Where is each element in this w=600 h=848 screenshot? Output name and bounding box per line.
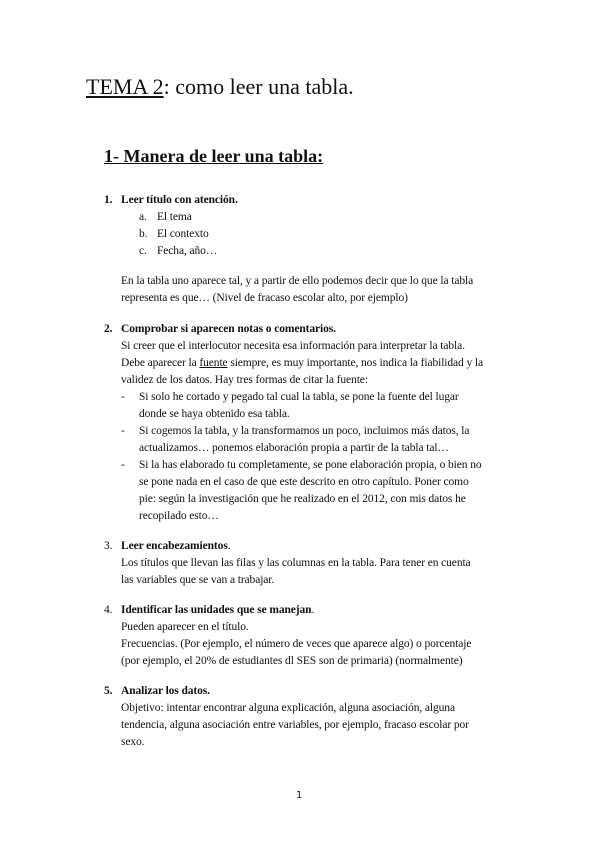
s2-line-end: siempre, es muy importante, nos indica la fiabilidad y la [227, 357, 484, 369]
bullet-line: se pone nada en el caso de que este descrito en otro capítulo. Poner como [139, 476, 469, 488]
s2-line-start: Debe aparecer la [121, 357, 200, 369]
s5-number: 5. [104, 685, 113, 697]
bullet-line: pie: según la investigación que he realizado en el 2012, con mis datos he [139, 493, 466, 505]
bullet-line: Si la has elaborado tu completamente, se pone elaboración propia, o bien no [139, 459, 482, 471]
dash-bullet: - [121, 459, 125, 471]
s1-item-marker: b. [139, 228, 148, 240]
s1-number: 1. [104, 194, 113, 206]
s5-line: sexo. [121, 736, 145, 748]
bullet-line: actualizamos… ponemos elaboración propia a partir de la tabla tal… [139, 442, 449, 454]
s2-line [121, 356, 483, 371]
title-rest: : como leer una tabla. [163, 74, 354, 99]
s1-paragraph-line: representa es que… (Nivel de fracaso escolar alto, por ejemplo) [121, 292, 408, 304]
s2-heading: Comprobar si aparecen notas o comentarios. [121, 323, 336, 335]
s4-line: Pueden aparecer en el título. [121, 621, 249, 633]
section-subtitle: 1- Manera de leer una tabla: [104, 146, 324, 166]
s3-heading-row [121, 539, 230, 554]
s1-item-text: El contexto [157, 228, 209, 240]
s5-heading: Analizar los datos. [121, 685, 210, 697]
s2-line: Si creer que el interlocutor necesita esa información para interpretar la tabla. [121, 340, 465, 352]
s4-heading: Identificar las unidades que se manejan [121, 604, 312, 616]
dash-bullet: - [121, 425, 125, 437]
s4-period: . [311, 604, 315, 616]
s5-line: tendencia, alguna asociación entre variables, por ejemplo, fracaso escolar por [121, 719, 469, 731]
s1-paragraph-line: En la tabla uno aparece tal, y a partir de ello podemos decir que lo que la tabla [121, 275, 474, 287]
s3-heading: Leer encabezamientos [121, 540, 228, 552]
s4-heading-row [121, 603, 314, 618]
s1-item-marker: c. [139, 245, 147, 257]
page-number: 1 [296, 790, 303, 801]
s2-number: 2. [104, 323, 113, 335]
s3-line: Los títulos que llevan las filas y las columnas en la tabla. Para tener en cuenta [121, 557, 471, 569]
fuente-underlined: fuente [199, 357, 228, 369]
page-title [86, 74, 354, 100]
bullet-line: donde se haya obtenido esa tabla. [139, 408, 290, 420]
s4-line: (por ejemplo, el 20% de estudiantes dl SES son de primaria) (normalmente) [121, 655, 463, 667]
s3-line: las variables que se van a trabajar. [121, 574, 275, 586]
s1-item-text: El tema [157, 211, 192, 223]
s3-period: . [227, 540, 231, 552]
s1-item-text: Fecha, año… [157, 245, 218, 257]
bullet-line: Si cogemos la tabla, y la transformamos un poco, incluimos más datos, la [139, 425, 470, 437]
s5-line: Objetivo: intentar encontrar alguna explicación, alguna asociación, alguna [121, 702, 455, 714]
s4-number: 4. [104, 604, 113, 616]
s3-number: 3. [104, 540, 113, 552]
s4-line: Frecuencias. (Por ejemplo, el número de veces que aparece algo) o porcentaje [121, 638, 472, 650]
title-label: TEMA 2 [86, 74, 164, 99]
s1-heading: Leer título con atención. [121, 194, 238, 206]
bullet-line: recopilado esto… [139, 510, 219, 522]
bullet-line: Si solo he cortado y pegado tal cual la tabla, se pone la fuente del lugar [139, 391, 459, 403]
dash-bullet: - [121, 391, 125, 403]
s1-item-marker: a. [139, 211, 147, 223]
s2-line: validez de los datos. Hay tres formas de citar la fuente: [121, 374, 368, 386]
